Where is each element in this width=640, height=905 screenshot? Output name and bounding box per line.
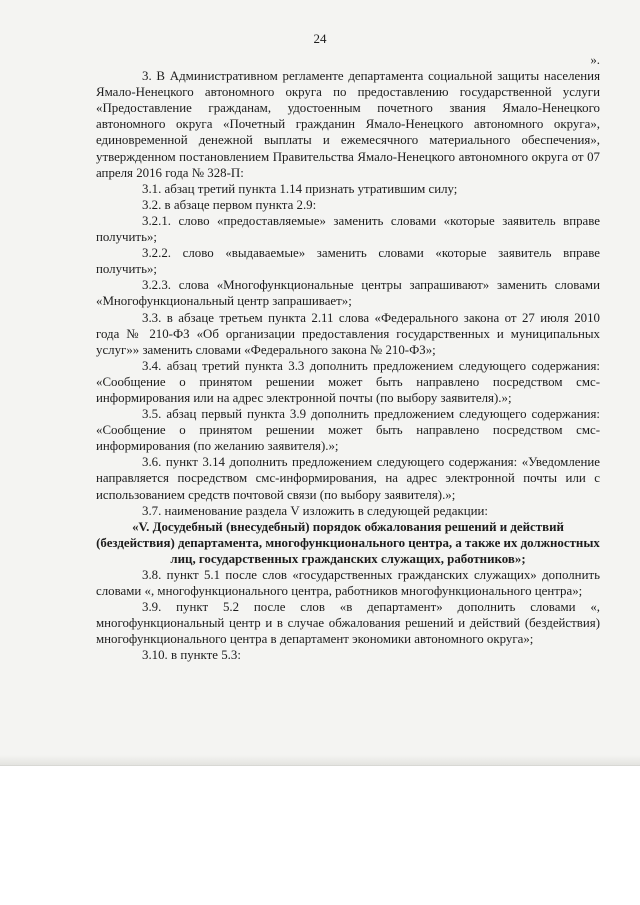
paragraph-3-3: 3.3. в абзаце третьем пункта 2.11 слова «Федерального закона от 27 июля 2010 года № 210-ФЗ «Об организации предоставления государственных и муниципальных услуг»» заменить словами «Федерального закона № 210-ФЗ»; [96,310,600,357]
paragraph-3-7: 3.7. наименование раздела V изложить в следующей редакции: [142,503,488,518]
paragraph-3-10: 3.10. в пункте 5.3: [142,648,241,663]
paragraph-3-2-3: 3.2.3. слова «Многофункциональные центры запрашивают» заменить словами «Многофункциональный центр запрашивает»; [96,278,600,309]
document-body [96,52,600,664]
paragraph-3-4: 3.4. абзац третий пункта 3.3 дополнить предложением следующего содержания: «Сообщение о принятом решении может быть направлено посредством смс-информирования или на адрес электронной почты (по выбору заявителя).»; [96,358,600,405]
paragraph-3-2: 3.2. в абзаце первом пункта 2.9: [142,197,317,212]
paragraph-3: 3. В Административном регламенте департамента социальной защиты населения Ямало-Ненецкого автономного округа по предоставлению государственной услуги «Предоставление гражданам, удостоенным почетного звания Ямало-Ненецкого автономного округа «Почетный гражданин Ямало-Ненецкого автономного округа», единовременной денежной выплаты и ежемесячного материального обеспечения», утвержденном постановлением Правительства Ямало-Ненецкого автономного округа от 07 апреля 2016 года № 328-П: [96,69,600,180]
paragraph-3-9: 3.9. пункт 5.2 после слов «в департамент» дополнить словами «, многофункциональный центр и в случае обжалования решений и действий (бездействия) многофункционального центра в департамент экономики автономного округа»; [96,600,600,647]
closing-quote: ». [590,53,600,67]
section-v-heading: «V. Досудебный (внесудебный) порядок обжалования решений и действий (бездействия) департамента, многофункционального центра, а также их должностных лиц, государственных гражданских служащих, работников»; [96,519,600,566]
paragraph-3-6: 3.6. пункт 3.14 дополнить предложением следующего содержания: «Уведомление направляется посредством смс-информирования, на адрес электронной почты или с использованием средств почтовой связи (по выбору заявителя).»; [96,455,600,502]
paragraph-3-8: 3.8. пункт 5.1 после слов «государственных гражданских служащих» дополнить словами «, многофункционального центра, работников многофункционального центра»; [96,568,600,599]
paragraph-3-2-2: 3.2.2. слово «выдаваемые» заменить словами «которые заявитель вправе получить»; [96,246,600,277]
paragraph-3-2-1: 3.2.1. слово «предоставляемые» заменить словами «которые заявитель вправе получить»; [96,213,600,245]
paragraph-3-5: 3.5. абзац первый пункта 3.9 дополнить предложением следующего содержания: «Сообщение о принятом решении может быть направлено посредством смс-информирования (по желанию заявителя).»; [96,407,600,454]
paragraph-3-1: 3.1. абзац третий пункта 1.14 признать утратившим силу; [142,181,458,196]
page-number: 24 [313,31,327,46]
